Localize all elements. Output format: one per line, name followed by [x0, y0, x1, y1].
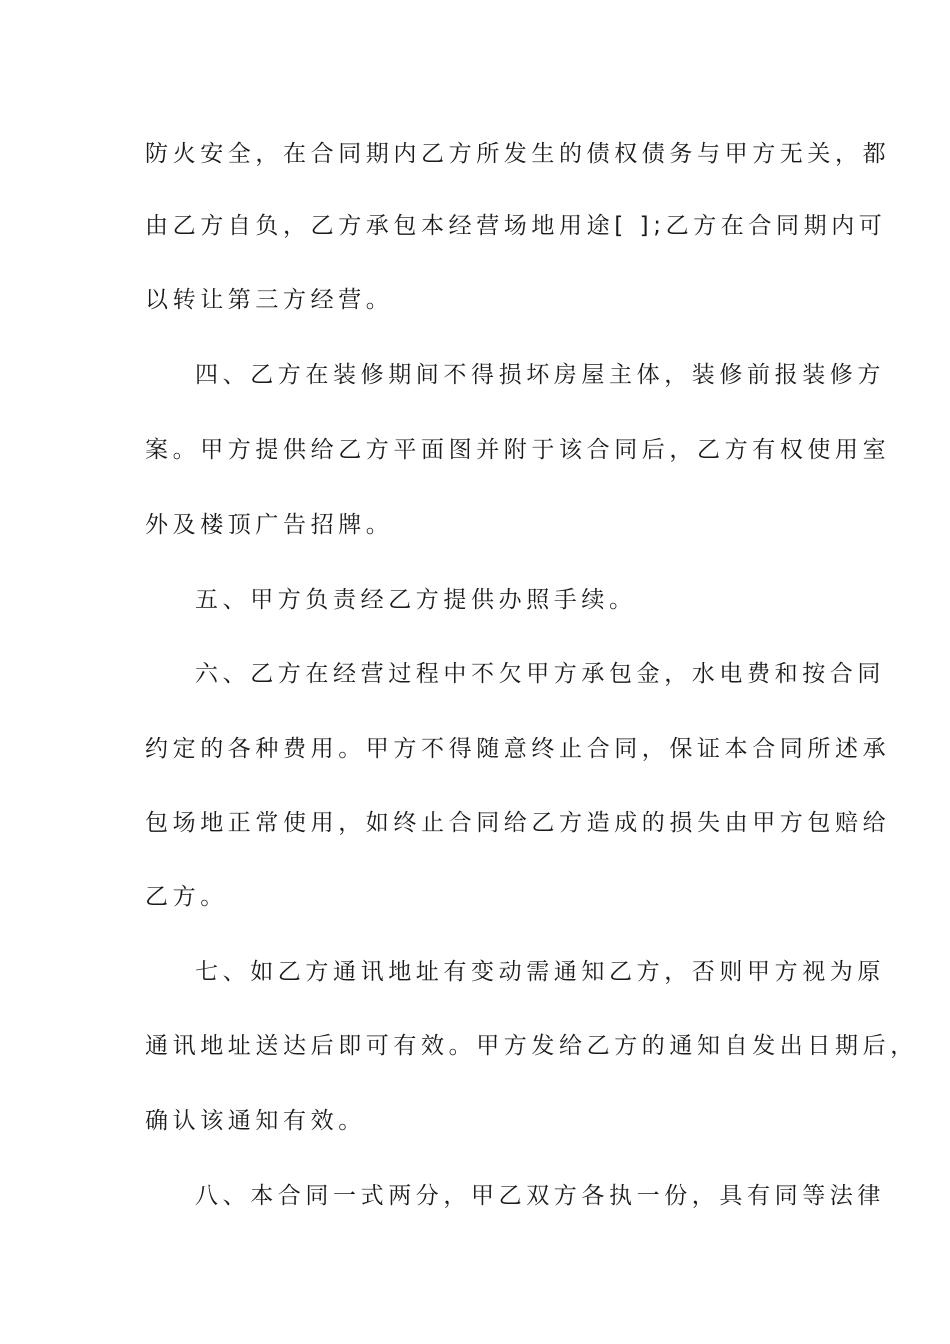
text-line: 防火安全，在合同期内乙方所发生的债权债务与甲方无关，都 — [145, 141, 891, 167]
text-line: 外及楼顶广告招牌。 — [145, 512, 394, 538]
text-line: 约定的各种费用。甲方不得随意终止合同，保证本合同所述承 — [145, 736, 891, 762]
clause-six-line: 六、乙方在经营过程中不欠甲方承包金，水电费和按合同 — [195, 661, 885, 687]
clause-four-line: 四、乙方在装修期间不得损坏房屋主体，装修前报装修方 — [195, 362, 885, 388]
text-line: 包场地正常使用，如终止合同给乙方造成的损失由甲方包赔给 — [145, 810, 891, 836]
text-line: 案。甲方提供给乙方平面图并附于该合同后，乙方有权使用室 — [145, 437, 891, 463]
text-line: 由乙方自负，乙方承包本经营场地用途[ ];乙方在合同期内可 — [145, 213, 887, 239]
clause-eight-line: 八、本合同一式两分，甲乙双方各执一份，具有同等法律 — [195, 1183, 885, 1209]
text-line: 确认该通知有效。 — [145, 1108, 366, 1134]
text-line: 乙方。 — [145, 884, 228, 910]
clause-seven-line: 七、如乙方通讯地址有变动需通知乙方，否则甲方视为原 — [195, 959, 885, 985]
clause-five-line: 五、甲方负责经乙方提供办照手续。 — [195, 587, 637, 613]
text-line: 通讯地址送达后即可有效。甲方发给乙方的通知自发出日期后， — [145, 1033, 918, 1059]
text-line: 以转让第三方经营。 — [145, 287, 394, 313]
